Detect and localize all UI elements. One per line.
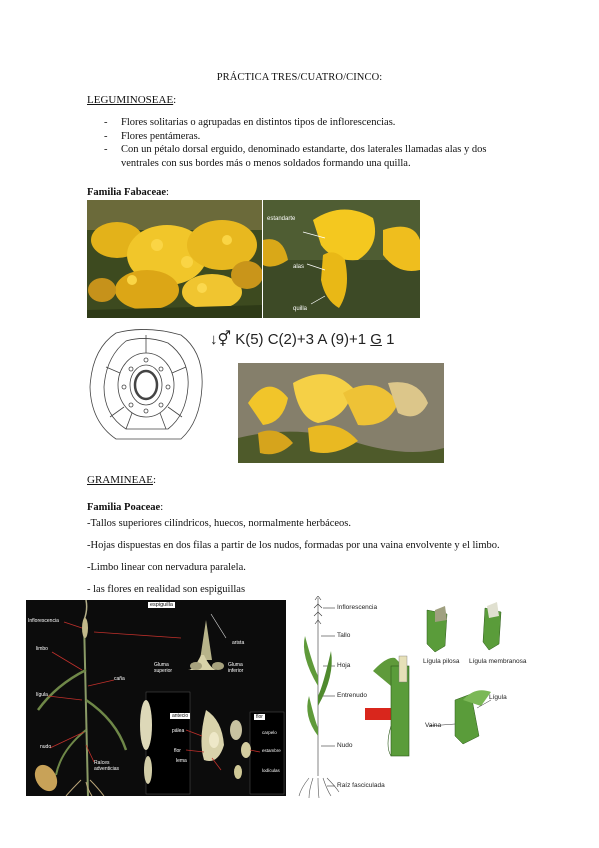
grass-morphology-diagram [295,596,570,798]
label-espiguilla: espiguilla [150,602,173,608]
label-lema: lema [176,758,187,764]
label-inflorescencia-diagram: Inflorescencia [337,604,378,611]
zygomorphic-arrow-icon: ↓ [210,331,218,348]
label-lodiculas: lodículas [262,768,280,773]
list-item: - Flores pentámeras. [104,130,524,144]
family-poaceae [87,497,163,515]
label-alas: alas [293,264,305,270]
label-nudo: nudo [40,744,52,750]
gorse-photo-image [87,200,262,318]
flower-closeup-photo [238,363,444,463]
heading-colon: : [173,94,177,106]
poaceae-line: -Tallos superiores cilíndricos, huecos, normalmente herbáceos. [87,518,352,529]
formula-text-part-1: K(5) C(2)+3 A (9)+1 [235,331,371,348]
label-tallo: Tallo [337,632,351,639]
label-hoja: Hoja [337,662,351,669]
section-heading-leguminosae [87,94,176,106]
poaceae-line: - las flores en realidad son espiguillas [87,584,246,595]
label-entrenudo: Entrenudo [337,692,367,699]
leguminosae-bullet-list [104,116,524,170]
page-title: PRÁCTICA TRES/CUATRO/CINCO: [216,72,383,83]
family-colon: : [166,187,169,198]
flower-parts-photo [263,200,420,318]
label-ligula-diagram: Lígula [489,694,507,701]
label-estandarte: estandarte [267,216,296,222]
grass-anatomy-panel [26,600,286,796]
flower-closeup-image [238,363,444,463]
list-item: - Con un pétalo dorsal erguido, denominado estandarte, dos laterales llamadas alas y dos ventrales con sus bordes más o menos soldados formando una quilla. [104,143,524,170]
label-limbo: limbo [36,646,48,652]
label-raiz-fasciculada: Raíz fasciculada [337,782,385,789]
label-vaina: Vaina [425,722,442,729]
floral-diagram-drawing [86,327,206,445]
label-palea: pálea [172,728,185,734]
label-ligula-pilosa: Lígula pilosa [423,658,460,665]
grass-anatomy-drawing [26,600,286,796]
label-antecio: antecio [172,713,189,719]
leguminosae-heading: LEGUMINOSEAE [87,94,174,106]
label-carpelo: carpelo [262,730,277,735]
label-flor: flor [174,748,181,754]
label-ligula: lígula [36,692,48,698]
gorse-flower-photo [87,200,262,318]
family-name: Familia Fabaceae [87,187,167,198]
formula-gynoecium: G [370,331,382,348]
floral-formula [210,330,394,348]
section-heading-gramineae [87,474,156,486]
gramineae-heading: GRAMINEAE [87,474,153,486]
label-quilla: quilla [293,306,308,312]
label-raices: Raíces adventicias [94,760,120,772]
hermaphrodite-symbol-icon: ⚥ [217,331,232,348]
label-gluma-superior: Gluma superior [154,662,173,674]
label-cana: caña [114,676,125,682]
label-estambre: estambre [262,748,281,753]
family-name: Familia Poaceae [87,502,161,513]
family-colon: : [160,502,164,513]
label-flor-box: flor [256,714,263,720]
poaceae-line: -Hojas dispuestas en dos filas a partir de los nudos, formadas por una vaina envolvente y el limbo. [87,540,500,551]
poaceae-line: -Limbo linear con nervadura paralela. [87,562,246,573]
label-arista: arista [232,640,245,646]
label-inflorescencia: Inflorescencia [28,618,59,624]
family-fabaceae [87,182,169,200]
floral-diagram [86,327,206,445]
list-item: - Flores solitarias o agrupadas en distintos tipos de inflorescencias. [104,116,524,130]
label-ligula-membranosa: Lígula membranosa [469,658,527,665]
label-gluma-inferior: Gluma inferior [228,662,244,674]
formula-text-part-2: 1 [381,331,395,348]
label-nudo-diagram: Nudo [337,742,353,749]
heading-colon: : [153,474,157,486]
